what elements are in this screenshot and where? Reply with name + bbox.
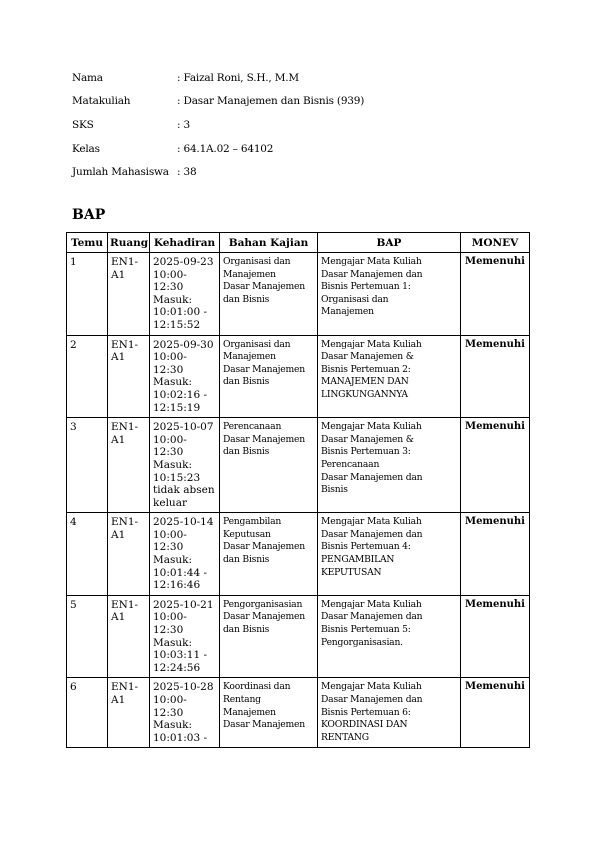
column-header-monev: MONEV — [461, 233, 530, 253]
cell-text: 6 — [70, 681, 77, 694]
column-header-temu: Temu — [67, 233, 108, 253]
cell-text: 2025-10-21 10:00-12:30 Masuk: 10:03:11 - 12:24:56 — [153, 598, 214, 674]
cell-bap — [318, 678, 461, 748]
cell-temu — [67, 253, 108, 336]
cell-text: Pengorganisasian Dasar Manajemen dan Bisnis — [223, 598, 305, 636]
info-row-kelas — [72, 137, 364, 161]
cell-ruang — [108, 513, 150, 596]
cell-text: EN1- A1 — [111, 338, 139, 364]
cell-monev — [461, 678, 530, 748]
cell-text: 4 — [70, 516, 77, 529]
column-header-bahan-kajian: Bahan Kajian — [220, 233, 318, 253]
cell-bahan-kajian — [220, 595, 318, 678]
cell-text: 2025-09-30 10:00-12:30 Masuk: 10:02:16 - 12:15:19 — [153, 338, 214, 414]
cell-kehadiran — [150, 595, 220, 678]
cell-text: Memenuhi — [465, 598, 525, 610]
cell-monev — [461, 253, 530, 336]
cell-text: 1 — [70, 256, 77, 268]
cell-kehadiran — [150, 253, 220, 336]
cell-text: Mengajar Mata Kuliah Dasar Manajemen dan Bisnis Pertemuan 6: KOORDINASI DAN RENTANG — [321, 681, 423, 743]
cell-bahan-kajian — [220, 513, 318, 596]
cell-temu — [67, 595, 108, 678]
cell-text: Organisasi dan Manajemen Dasar Manajemen dan Bisnis — [223, 256, 305, 305]
cell-kehadiran — [150, 678, 220, 748]
cell-text: EN1- A1 — [111, 256, 139, 281]
table-row — [67, 595, 530, 678]
cell-text: 2025-10-14 10:00-12:30 Masuk: 10:01:44 - 12:16:46 — [153, 516, 214, 592]
cell-text: EN1- A1 — [111, 598, 139, 624]
cell-ruang — [108, 253, 150, 336]
info-value: : Faizal Roni, S.H., M.M — [177, 71, 299, 84]
column-header-kehadiran: Kehadiran — [150, 233, 220, 253]
cell-kehadiran — [150, 418, 220, 513]
cell-text: Memenuhi — [465, 516, 525, 528]
info-label: Jumlah Mahasiswa — [72, 166, 169, 179]
cell-monev — [461, 595, 530, 678]
cell-text: Perencanaan Dasar Manajemen dan Bisnis — [223, 421, 305, 458]
info-label: Matakuliah — [72, 95, 131, 108]
cell-text: Mengajar Mata Kuliah Dasar Manajemen dan Bisnis Pertemuan 4: PENGAMBILAN KEPUTUSAN — [321, 516, 423, 578]
cell-bahan-kajian — [220, 253, 318, 336]
cell-text: Memenuhi — [465, 421, 525, 433]
info-value: : 3 — [177, 118, 190, 131]
cell-text: 2025-10-28 10:00-12:30 Masuk: 10:01:03 - — [153, 681, 214, 744]
info-row-sks — [72, 113, 364, 137]
info-value: : 64.1A.02 – 64102 — [177, 142, 274, 155]
cell-text: EN1- A1 — [111, 516, 139, 541]
cell-bap — [318, 253, 461, 336]
cell-bap — [318, 335, 461, 418]
cell-text: 3 — [70, 421, 77, 434]
course-info — [72, 66, 364, 184]
cell-ruang — [108, 418, 150, 513]
info-value: : 38 — [177, 166, 197, 179]
table-row — [67, 513, 530, 596]
cell-text: Mengajar Mata Kuliah Dasar Manajemen & Bisnis Pertemuan 3: Perencanaan Dasar Manajemen dan Bisnis — [321, 421, 423, 496]
cell-bahan-kajian — [220, 335, 318, 418]
cell-monev — [461, 418, 530, 513]
cell-text: Organisasi dan Manajemen Dasar Manajemen dan Bisnis — [223, 338, 305, 388]
cell-temu — [67, 678, 108, 748]
cell-kehadiran — [150, 335, 220, 418]
cell-text: EN1- A1 — [111, 421, 139, 446]
cell-text: 2025-09-23 10:00-12:30 Masuk: 10:01:00 - 12:15:52 — [153, 256, 214, 331]
cell-text: 5 — [70, 598, 77, 611]
info-row-matakuliah — [72, 90, 364, 114]
cell-text: Koordinasi dan Rentang Manajemen Dasar Manajemen — [223, 681, 305, 731]
cell-text: Mengajar Mata Kuliah Dasar Manajemen dan Bisnis Pertemuan 1: Organisasi dan Manajemen — [321, 256, 423, 318]
cell-text: 2025-10-07 10:00-12:30 Masuk: 10:15:23 tidak absen keluar — [153, 421, 215, 509]
cell-text: 2 — [70, 338, 77, 351]
section-title: BAP — [72, 207, 106, 223]
cell-ruang — [108, 335, 150, 418]
bap-table — [66, 232, 530, 748]
cell-bahan-kajian — [220, 678, 318, 748]
info-value: : Dasar Manajemen dan Bisnis (939) — [177, 95, 365, 108]
column-header-ruang: Ruang — [108, 233, 150, 253]
cell-kehadiran — [150, 513, 220, 596]
table-row — [67, 335, 530, 418]
cell-ruang — [108, 595, 150, 678]
table-row — [67, 678, 530, 748]
cell-text: EN1- A1 — [111, 681, 139, 706]
table-row — [67, 253, 530, 336]
cell-text: Mengajar Mata Kuliah Dasar Manajemen & Bisnis Pertemuan 2: MANAJEMEN DAN LINGKUNGANNYA — [321, 338, 422, 400]
cell-ruang — [108, 678, 150, 748]
table-row — [67, 418, 530, 513]
cell-temu — [67, 418, 108, 513]
cell-temu — [67, 513, 108, 596]
cell-bap — [318, 513, 461, 596]
cell-monev — [461, 513, 530, 596]
info-label: SKS — [72, 118, 94, 131]
cell-text: Memenuhi — [465, 681, 525, 693]
column-header-bap: BAP — [318, 233, 461, 253]
cell-text: Pengambilan Keputusan Dasar Manajemen dan Bisnis — [223, 516, 305, 566]
table-header-row — [67, 233, 530, 253]
cell-text: Memenuhi — [465, 338, 525, 350]
info-label: Kelas — [72, 142, 100, 155]
cell-bap — [318, 595, 461, 678]
cell-bap — [318, 418, 461, 513]
info-label: Nama — [72, 71, 103, 84]
cell-bahan-kajian — [220, 418, 318, 513]
info-row-nama — [72, 66, 364, 90]
cell-monev — [461, 335, 530, 418]
cell-text: Memenuhi — [465, 256, 525, 267]
info-row-jumlah-mahasiswa — [72, 160, 364, 184]
cell-temu — [67, 335, 108, 418]
cell-text: Mengajar Mata Kuliah Dasar Manajemen dan Bisnis Pertemuan 5: Pengorganisasian. — [321, 598, 423, 648]
